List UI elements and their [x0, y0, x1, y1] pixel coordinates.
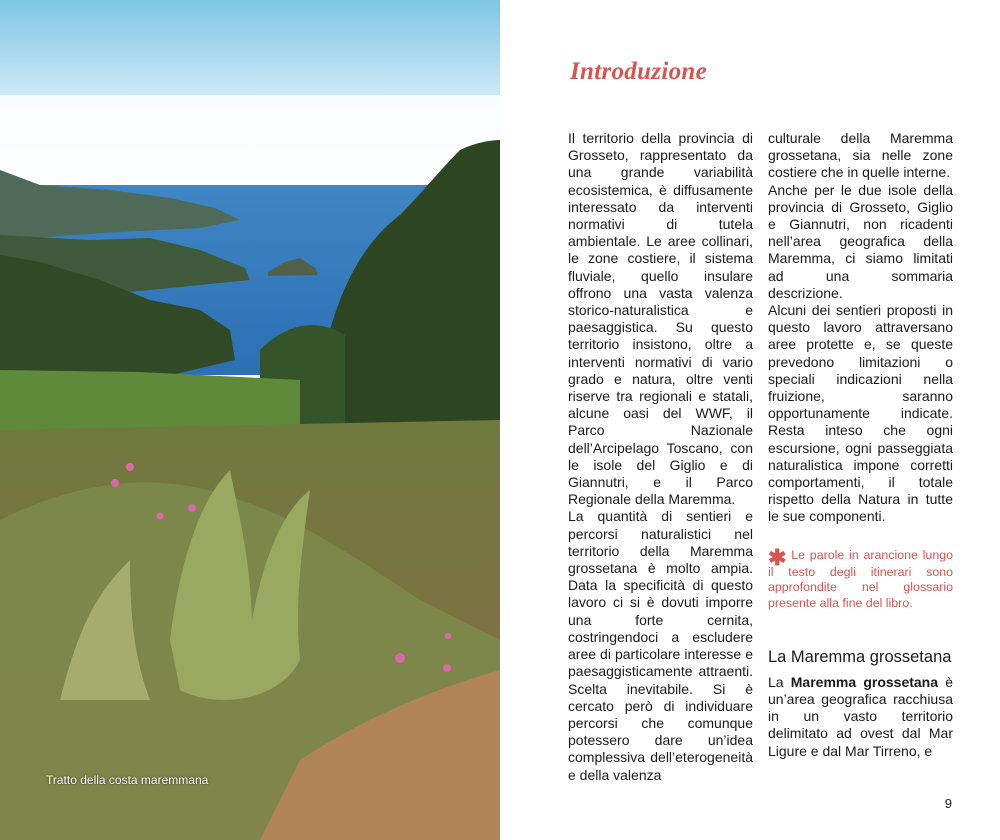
page-title: Introduzione: [570, 58, 707, 85]
glossary-note-text: Le parole in arancione lungo il testo degli itinerari sono approfondite nel glossario presente alla fine del libro.: [768, 547, 953, 610]
body-paragraph: [768, 674, 953, 760]
body-paragraph: Alcuni dei sentieri proposti in questo lavoro attraversano aree protette e, se queste prevedono limitazioni o speciali indicazioni nella fruizione, saranno opportunamente indicate. Resta inteso che ogni escursione, ogni passeggiata naturalistica impone corretti comportamenti, il totale rispetto della Natura in tutte le sue componenti.: [768, 302, 953, 525]
bold-term: Maremma grossetana: [790, 673, 939, 690]
glossary-note: [768, 544, 953, 611]
page-number: 9: [944, 796, 952, 811]
body-paragraph: culturale della Maremma grossetana, sia nelle zone costiere che in quelle interne.: [768, 130, 953, 181]
body-paragraph: Il territorio della provincia di Grosseto, rappresentato da una grande variabilità ecosistemica, è diffusamente interessato da interventi normativi di tutela ambientale. Le aree collinari, le zone costiere, il sistema fluviale, quello insulare offrono una vasta valenza storico-naturalistica e paesaggistica. Su questo territorio insistono, oltre a interventi normativi di vario grado e natura, oltre venti riserve tra regionali e statali, alcune oasi del WWF, il Parco Nazionale dell’Arcipelago Toscano, con le isole del Giglio e di Giannutri, e il Parco Regionale della Maremma.: [568, 130, 753, 508]
section-heading: La Maremma grossetana: [768, 647, 952, 666]
asterisk-icon: ✱: [768, 544, 787, 570]
body-paragraph: Anche per le due isole della provincia di Grosseto, Giglio e Giannutri, non ricadenti nell’area geografica della Maremma, ci siamo limitati ad una sommaria descrizione.: [768, 181, 953, 301]
text-column-left: [568, 130, 753, 784]
body-paragraph: La quantità di sentieri e percorsi naturalistici nel territorio della Maremma grossetana è molto ampia. Data la specificità di questo lavoro ci si è dovuti imporre una forte cernita, costringendoci a escludere aree di particolare interesse e paesaggisticamente attraenti. Scelta inevitabile. Si è cercato però di individuare percorsi che comunque potessero dare un’idea complessiva dell’eterogeneità e della valenza: [568, 508, 753, 783]
text-column-right: [768, 130, 953, 760]
paragraph-rest: è un’area geografica racchiusa in un vasto territorio delimitato ad ovest dal Mar Ligure e dal Mar Tirreno, e: [768, 673, 953, 759]
text-page: [500, 0, 1000, 840]
paragraph-start: La: [768, 673, 784, 690]
photo-caption: Tratto della costa maremmana: [46, 773, 209, 787]
